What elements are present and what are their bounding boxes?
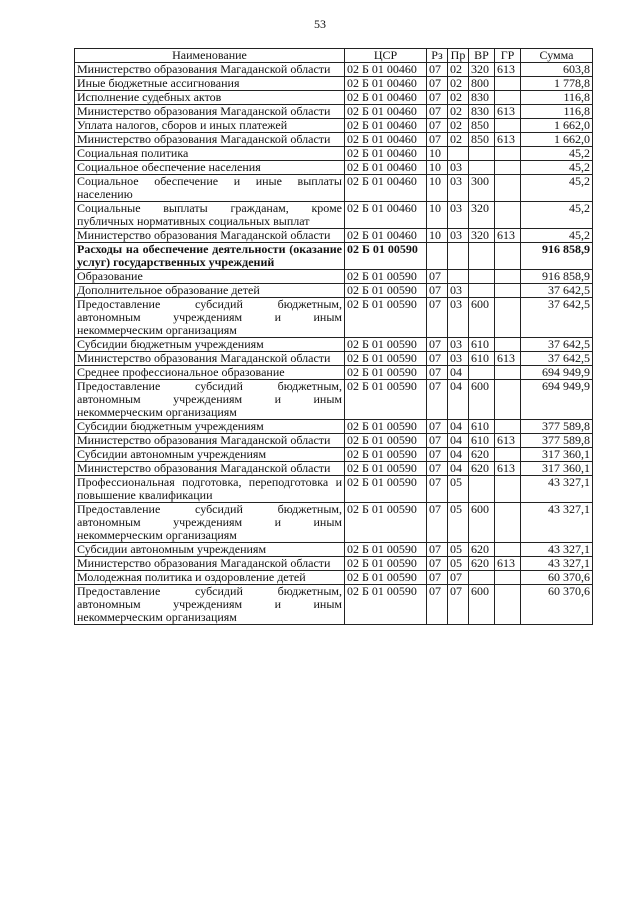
row-sum: 45,2 (521, 161, 593, 175)
row-rz: 07 (427, 571, 448, 585)
row-vr: 600 (469, 380, 495, 420)
row-vr (469, 243, 495, 270)
header-name: Наименование (75, 49, 345, 63)
row-rz: 07 (427, 284, 448, 298)
row-csr: 02 Б 01 00590 (345, 476, 427, 503)
row-name: Иные бюджетные ассигнования (75, 77, 345, 91)
row-csr: 02 Б 01 00460 (345, 133, 427, 147)
row-gr: 613 (495, 105, 521, 119)
row-vr (469, 476, 495, 503)
table-row (75, 161, 593, 175)
row-pr: 04 (448, 462, 469, 476)
header-pr: Пр (448, 49, 469, 63)
row-rz: 07 (427, 91, 448, 105)
table-row (75, 434, 593, 448)
row-csr: 02 Б 01 00460 (345, 147, 427, 161)
row-sum: 37 642,5 (521, 284, 593, 298)
row-name: Субсидии бюджетным учреждениям (75, 420, 345, 434)
row-vr: 600 (469, 585, 495, 625)
page-number: 53 (314, 17, 326, 31)
row-vr: 620 (469, 448, 495, 462)
row-vr: 620 (469, 543, 495, 557)
row-rz: 07 (427, 77, 448, 91)
table-row (75, 91, 593, 105)
row-name: Социальная политика (75, 147, 345, 161)
budget-table (74, 48, 593, 625)
row-gr: 613 (495, 352, 521, 366)
row-vr (469, 270, 495, 284)
row-sum: 37 642,5 (521, 338, 593, 352)
row-vr: 600 (469, 298, 495, 338)
row-name: Молодежная политика и оздоровление детей (75, 571, 345, 585)
table-row (75, 380, 593, 420)
row-sum: 377 589,8 (521, 420, 593, 434)
row-csr: 02 Б 01 00590 (345, 434, 427, 448)
table-row (75, 557, 593, 571)
row-name: Предоставление субсидий бюджетным, автономным учреждениям и иным некоммерческим организациям (75, 585, 345, 625)
row-rz: 10 (427, 161, 448, 175)
row-gr: 613 (495, 133, 521, 147)
row-sum: 37 642,5 (521, 298, 593, 338)
row-name: Предоставление субсидий бюджетным, автономным учреждениям и иным некоммерческим организациям (75, 298, 345, 338)
row-rz: 07 (427, 298, 448, 338)
row-csr: 02 Б 01 00590 (345, 557, 427, 571)
row-pr: 05 (448, 543, 469, 557)
row-rz: 07 (427, 503, 448, 543)
row-csr: 02 Б 01 00460 (345, 63, 427, 77)
row-csr: 02 Б 01 00590 (345, 462, 427, 476)
row-pr: 07 (448, 571, 469, 585)
row-vr: 320 (469, 202, 495, 229)
row-name: Социальное обеспечение населения (75, 161, 345, 175)
row-name: Исполнение судебных актов (75, 91, 345, 105)
row-vr: 830 (469, 91, 495, 105)
row-name: Социальное обеспечение и иные выплаты населению (75, 175, 345, 202)
row-gr (495, 77, 521, 91)
row-rz: 07 (427, 543, 448, 557)
row-rz: 07 (427, 476, 448, 503)
row-pr: 02 (448, 119, 469, 133)
row-sum: 694 949,9 (521, 380, 593, 420)
row-sum: 603,8 (521, 63, 593, 77)
row-sum: 60 370,6 (521, 585, 593, 625)
row-csr: 02 Б 01 00460 (345, 77, 427, 91)
row-name: Министерство образования Магаданской области (75, 557, 345, 571)
row-pr: 04 (448, 366, 469, 380)
row-sum: 1 778,8 (521, 77, 593, 91)
table-row (75, 77, 593, 91)
row-csr: 02 Б 01 00590 (345, 380, 427, 420)
row-rz: 07 (427, 434, 448, 448)
row-pr: 05 (448, 557, 469, 571)
row-rz: 07 (427, 462, 448, 476)
row-csr: 02 Б 01 00590 (345, 420, 427, 434)
row-pr: 04 (448, 420, 469, 434)
row-gr (495, 147, 521, 161)
row-csr: 02 Б 01 00460 (345, 202, 427, 229)
row-vr (469, 366, 495, 380)
row-vr: 320 (469, 63, 495, 77)
table-row (75, 585, 593, 625)
row-gr (495, 202, 521, 229)
row-csr: 02 Б 01 00590 (345, 503, 427, 543)
row-rz: 07 (427, 557, 448, 571)
row-sum: 116,8 (521, 91, 593, 105)
row-gr (495, 284, 521, 298)
row-vr (469, 284, 495, 298)
table-row (75, 503, 593, 543)
row-sum: 916 858,9 (521, 270, 593, 284)
row-name: Министерство образования Магаданской области (75, 352, 345, 366)
row-csr: 02 Б 01 00590 (345, 571, 427, 585)
row-gr (495, 338, 521, 352)
row-pr: 03 (448, 175, 469, 202)
table-row (75, 571, 593, 585)
row-csr: 02 Б 01 00590 (345, 243, 427, 270)
header-gr: ГР (495, 49, 521, 63)
row-pr: 07 (448, 585, 469, 625)
row-sum: 45,2 (521, 202, 593, 229)
row-name: Образование (75, 270, 345, 284)
row-csr: 02 Б 01 00590 (345, 298, 427, 338)
row-sum: 694 949,9 (521, 366, 593, 380)
table-row (75, 420, 593, 434)
row-pr: 04 (448, 434, 469, 448)
row-pr: 02 (448, 105, 469, 119)
row-name: Министерство образования Магаданской области (75, 434, 345, 448)
table-row (75, 133, 593, 147)
row-gr (495, 91, 521, 105)
row-csr: 02 Б 01 00590 (345, 270, 427, 284)
header-csr: ЦСР (345, 49, 427, 63)
row-sum: 1 662,0 (521, 119, 593, 133)
row-pr: 03 (448, 352, 469, 366)
row-csr: 02 Б 01 00460 (345, 229, 427, 243)
row-name: Субсидии бюджетным учреждениям (75, 338, 345, 352)
row-name: Субсидии автономным учреждениям (75, 543, 345, 557)
row-gr: 613 (495, 63, 521, 77)
header-rz: Рз (427, 49, 448, 63)
row-gr (495, 380, 521, 420)
row-csr: 02 Б 01 00590 (345, 448, 427, 462)
row-vr: 610 (469, 338, 495, 352)
row-rz: 07 (427, 119, 448, 133)
row-gr: 613 (495, 434, 521, 448)
row-pr: 03 (448, 202, 469, 229)
row-rz: 10 (427, 175, 448, 202)
row-vr (469, 161, 495, 175)
row-gr (495, 448, 521, 462)
row-vr: 800 (469, 77, 495, 91)
row-rz: 07 (427, 63, 448, 77)
table-row (75, 105, 593, 119)
row-name: Социальные выплаты гражданам, кроме публичных нормативных социальных выплат (75, 202, 345, 229)
row-name: Министерство образования Магаданской области (75, 63, 345, 77)
table-row (75, 543, 593, 557)
table-row (75, 338, 593, 352)
row-vr: 610 (469, 352, 495, 366)
row-vr: 320 (469, 229, 495, 243)
table-row (75, 63, 593, 77)
row-gr (495, 119, 521, 133)
row-rz: 10 (427, 202, 448, 229)
row-csr: 02 Б 01 00460 (345, 175, 427, 202)
row-pr: 03 (448, 298, 469, 338)
row-vr (469, 571, 495, 585)
row-name: Министерство образования Магаданской области (75, 229, 345, 243)
row-name: Расходы на обеспечение деятельности (оказание услуг) государственных учреждений (75, 243, 345, 270)
row-rz: 07 (427, 352, 448, 366)
row-gr: 613 (495, 557, 521, 571)
row-gr (495, 543, 521, 557)
row-gr (495, 270, 521, 284)
row-rz (427, 243, 448, 270)
row-gr (495, 476, 521, 503)
table-row (75, 119, 593, 133)
row-csr: 02 Б 01 00460 (345, 105, 427, 119)
row-name: Среднее профессиональное образование (75, 366, 345, 380)
row-pr: 03 (448, 229, 469, 243)
table-row (75, 462, 593, 476)
row-csr: 02 Б 01 00590 (345, 543, 427, 557)
row-csr: 02 Б 01 00590 (345, 366, 427, 380)
row-csr: 02 Б 01 00590 (345, 585, 427, 625)
table-row (75, 147, 593, 161)
row-sum: 45,2 (521, 147, 593, 161)
row-pr: 03 (448, 284, 469, 298)
row-name: Субсидии автономным учреждениям (75, 448, 345, 462)
row-pr (448, 270, 469, 284)
row-vr: 620 (469, 557, 495, 571)
table-row (75, 175, 593, 202)
row-csr: 02 Б 01 00590 (345, 284, 427, 298)
row-sum: 60 370,6 (521, 571, 593, 585)
row-sum: 116,8 (521, 105, 593, 119)
row-rz: 07 (427, 448, 448, 462)
row-pr: 02 (448, 63, 469, 77)
row-rz: 07 (427, 585, 448, 625)
row-pr: 05 (448, 476, 469, 503)
row-pr: 02 (448, 77, 469, 91)
row-gr (495, 420, 521, 434)
table-row (75, 476, 593, 503)
row-vr: 300 (469, 175, 495, 202)
row-sum: 377 589,8 (521, 434, 593, 448)
row-pr: 04 (448, 448, 469, 462)
row-pr: 03 (448, 161, 469, 175)
row-vr (469, 147, 495, 161)
row-name: Предоставление субсидий бюджетным, автономным учреждениям и иным некоммерческим организациям (75, 503, 345, 543)
table-row (75, 284, 593, 298)
row-sum: 37 642,5 (521, 352, 593, 366)
row-pr: 05 (448, 503, 469, 543)
row-rz: 07 (427, 133, 448, 147)
row-csr: 02 Б 01 00590 (345, 352, 427, 366)
row-vr: 830 (469, 105, 495, 119)
row-gr (495, 571, 521, 585)
row-vr: 850 (469, 133, 495, 147)
row-sum: 916 858,9 (521, 243, 593, 270)
row-sum: 1 662,0 (521, 133, 593, 147)
row-rz: 07 (427, 420, 448, 434)
row-rz: 07 (427, 380, 448, 420)
row-gr (495, 503, 521, 543)
row-sum: 43 327,1 (521, 476, 593, 503)
row-sum: 43 327,1 (521, 557, 593, 571)
row-name: Профессиональная подготовка, переподготовка и повышение квалификации (75, 476, 345, 503)
table-row (75, 243, 593, 270)
table-body (75, 63, 593, 625)
row-gr (495, 298, 521, 338)
row-vr: 620 (469, 462, 495, 476)
row-name: Министерство образования Магаданской области (75, 105, 345, 119)
header-sum: Сумма (521, 49, 593, 63)
row-rz: 07 (427, 366, 448, 380)
row-gr (495, 243, 521, 270)
table-row (75, 366, 593, 380)
row-sum: 43 327,1 (521, 543, 593, 557)
row-vr: 610 (469, 420, 495, 434)
row-rz: 10 (427, 147, 448, 161)
row-rz: 10 (427, 229, 448, 243)
row-csr: 02 Б 01 00590 (345, 338, 427, 352)
row-vr: 850 (469, 119, 495, 133)
row-pr: 02 (448, 91, 469, 105)
row-gr (495, 161, 521, 175)
table-row (75, 448, 593, 462)
row-pr (448, 243, 469, 270)
row-sum: 43 327,1 (521, 503, 593, 543)
row-rz: 07 (427, 338, 448, 352)
row-gr (495, 175, 521, 202)
row-sum: 317 360,1 (521, 462, 593, 476)
table-row (75, 270, 593, 284)
row-sum: 317 360,1 (521, 448, 593, 462)
table-row (75, 298, 593, 338)
row-pr: 04 (448, 380, 469, 420)
row-name: Уплата налогов, сборов и иных платежей (75, 119, 345, 133)
row-sum: 45,2 (521, 175, 593, 202)
row-name: Министерство образования Магаданской области (75, 462, 345, 476)
row-pr: 02 (448, 133, 469, 147)
row-name: Предоставление субсидий бюджетным, автономным учреждениям и иным некоммерческим организациям (75, 380, 345, 420)
row-gr (495, 366, 521, 380)
row-vr: 600 (469, 503, 495, 543)
table-row (75, 202, 593, 229)
row-rz: 07 (427, 270, 448, 284)
row-gr: 613 (495, 462, 521, 476)
row-rz: 07 (427, 105, 448, 119)
row-csr: 02 Б 01 00460 (345, 91, 427, 105)
table-row (75, 229, 593, 243)
row-sum: 45,2 (521, 229, 593, 243)
row-csr: 02 Б 01 00460 (345, 119, 427, 133)
header-vr: ВР (469, 49, 495, 63)
row-name: Министерство образования Магаданской области (75, 133, 345, 147)
table-row (75, 352, 593, 366)
table-header-row (75, 49, 593, 63)
row-name: Дополнительное образование детей (75, 284, 345, 298)
row-gr (495, 585, 521, 625)
row-csr: 02 Б 01 00460 (345, 161, 427, 175)
row-vr: 610 (469, 434, 495, 448)
row-pr: 03 (448, 338, 469, 352)
row-pr (448, 147, 469, 161)
row-gr: 613 (495, 229, 521, 243)
